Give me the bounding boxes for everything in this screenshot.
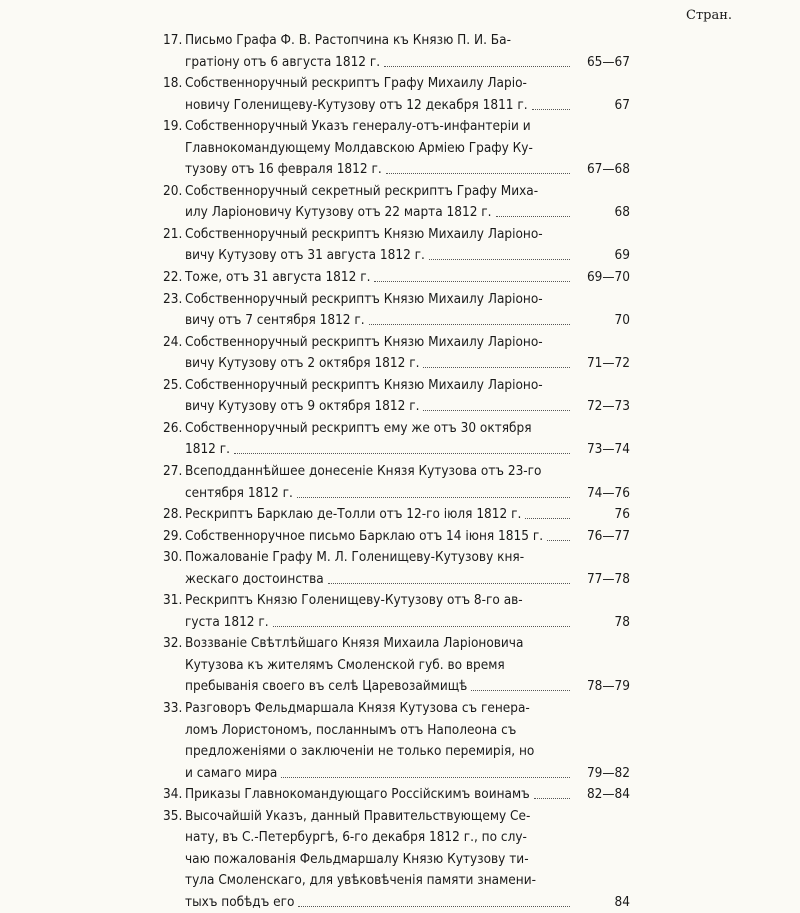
entry-number: 23.: [163, 290, 183, 307]
entry-title-line: вичу Кутузову отъ 31 августа 1812 г.: [185, 247, 425, 264]
entry-number: 20.: [163, 182, 183, 199]
entry-title-line: Кутузова къ жителямъ Смоленской губ. во время: [185, 656, 505, 673]
entry-title-line: Собственноручный рескриптъ Графу Михаилу Ларіо-: [185, 75, 527, 92]
entry-title-line: 1812 г.: [185, 441, 230, 458]
entry-title-line: Собственноручное письмо Барклаю отъ 14 іюня 1815 г.: [185, 527, 544, 544]
page-number: 84: [613, 892, 630, 913]
entry-number: 32.: [163, 635, 183, 652]
entry-title-line: густа 1812 г.: [185, 613, 269, 630]
leader-dots: [281, 763, 570, 784]
page-number: 76—77: [585, 526, 630, 547]
entry-title-line: Всеподданнѣйшее донесеніе Князя Кутузова отъ 23-го: [185, 463, 542, 479]
page-number: 82—84: [585, 784, 630, 805]
entry-number: 24.: [163, 333, 183, 350]
entry-number: 28.: [163, 506, 183, 523]
entry-title-line: и самаго мира: [185, 764, 278, 781]
page-column-header: Стран.: [686, 8, 733, 23]
entry-title-line: Главнокомандующему Молдавскою Арміею Графу Ку-: [185, 139, 533, 156]
entry-title-line: Пожалованіе Графу М. Л. Голенищеву-Кутузову кня-: [185, 549, 525, 566]
leader-dots: [374, 267, 570, 288]
entry-title-line: илу Ларіоновичу Кутузову отъ 22 марта 1812 г.: [185, 204, 492, 221]
entry-title-line: Высочайшій Указъ, данный Правительствующему Се-: [185, 807, 531, 824]
entry-number: 29.: [163, 527, 183, 544]
entry-title-line: Собственноручный рескриптъ ему же отъ 30 октября: [185, 419, 532, 436]
entry-title-line: вичу Кутузову отъ 9 октября 1812 г.: [185, 398, 420, 415]
entry-title-line: Письмо Графа Ф. В. Растопчина къ Князю П. И. Ба-: [185, 32, 511, 48]
page-number: 67: [613, 95, 630, 116]
leader-dots: [298, 892, 570, 913]
page-number: 78: [613, 612, 630, 633]
entry-title-line: вичу Кутузову отъ 2 октября 1812 г.: [185, 355, 420, 372]
entry-title-line: пребыванія своего въ селѣ Царевозаймищѣ: [185, 678, 468, 695]
entry-title-line: Рескриптъ Барклаю де-Толли отъ 12-го іюля 1812 г.: [185, 506, 522, 523]
entry-title-line: Приказы Главнокомандующаго Россійскимъ воинамъ: [185, 786, 530, 803]
page-number: 67—68: [585, 159, 630, 180]
entry-number: 35.: [163, 807, 183, 824]
entry-title-line: тузову отъ 16 февраля 1812 г.: [185, 161, 382, 178]
leader-dots: [328, 569, 570, 590]
leader-dots: [525, 504, 570, 525]
entry-number: 31.: [163, 592, 183, 609]
page-number: 77—78: [585, 569, 630, 590]
page-number: 68: [613, 202, 630, 223]
leader-dots: [534, 784, 570, 805]
page-number: 71—72: [585, 353, 630, 374]
page-number: 73—74: [585, 439, 630, 460]
leader-dots: [429, 245, 570, 266]
entry-title-line: Рескриптъ Князю Голенищеву-Кутузову отъ 8-го ав-: [185, 592, 523, 609]
entry-title-line: Собственноручный рескриптъ Князю Михаилу Ларіоно-: [185, 376, 543, 393]
page-number: 72—73: [585, 396, 630, 417]
entry-title-line: Собственноручный Указъ генералу-отъ-инфантеріи и: [185, 118, 531, 135]
page-number: 69: [613, 245, 630, 266]
entry-title-line: ломъ Лористономъ, посланнымъ отъ Наполеона съ: [185, 721, 517, 738]
leader-dots: [384, 52, 570, 73]
entry-title-line: нату, въ С.-Петербургѣ, 6-го декабря 1812 г., по слу-: [185, 829, 527, 846]
leader-dots: [297, 483, 570, 504]
entry-number: 21.: [163, 225, 183, 242]
entry-title-line: Тоже, отъ 31 августа 1812 г.: [185, 269, 371, 286]
entry-title-line: Собственноручный рескриптъ Князю Михаилу Ларіоно-: [185, 225, 543, 242]
entry-number: 19.: [163, 118, 183, 135]
leader-dots: [547, 526, 570, 547]
page-number: 79—82: [585, 763, 630, 784]
entry-number: 34.: [163, 786, 183, 803]
entry-title-line: Собственноручный секретный рескриптъ Графу Миха-: [185, 182, 539, 199]
entry-title-line: Разговоръ Фельдмаршала Князя Кутузова съ генера-: [185, 700, 530, 717]
leader-dots: [423, 353, 570, 374]
page-number: 78—79: [585, 676, 630, 697]
entry-number: 27.: [163, 463, 183, 479]
entry-number: 25.: [163, 376, 183, 393]
page-number: 70: [613, 310, 630, 331]
leader-dots: [234, 439, 570, 460]
leader-dots: [471, 676, 570, 697]
leader-dots: [386, 159, 570, 180]
entry-title-line: Собственноручный рескриптъ Князю Михаилу Ларіоно-: [185, 290, 543, 307]
entry-title-line: новичу Голенищеву-Кутузову отъ 12 декабря 1811 г.: [185, 96, 528, 113]
page-number: 74—76: [585, 483, 630, 504]
entry-number: 18.: [163, 75, 183, 92]
entry-title-line: сентября 1812 г.: [185, 484, 293, 501]
page-number: 69—70: [585, 267, 630, 288]
entry-title-line: чаю пожалованія Фельдмаршалу Князю Кутузову ти-: [185, 850, 529, 867]
leader-dots: [532, 95, 570, 116]
entry-title-line: гратіону отъ 6 августа 1812 г.: [185, 53, 381, 70]
leader-dots: [423, 396, 570, 417]
entry-title-line: тула Смоленскаго, для увѣковѣченія памяти знамени-: [185, 872, 536, 889]
leader-dots: [496, 202, 570, 223]
page-number: 65—67: [585, 52, 630, 73]
entry-title-line: Собственноручный рескриптъ Князю Михаилу Ларіоно-: [185, 333, 543, 350]
entry-number: 26.: [163, 419, 183, 436]
entry-title-line: жескаго достоинства: [185, 570, 324, 587]
entry-number: 17.: [163, 32, 183, 48]
entry-number: 30.: [163, 549, 183, 566]
page-number: 76: [613, 504, 630, 525]
entry-title-line: вичу отъ 7 сентября 1812 г.: [185, 312, 365, 329]
leader-dots: [369, 310, 570, 331]
leader-dots: [273, 612, 570, 633]
entry-title-line: предложеніями о заключеніи не только перемирія, но: [185, 743, 535, 760]
entry-title-line: тыхъ побѣдъ его: [185, 893, 295, 910]
entry-title-line: Воззваніе Свѣтлѣйшаго Князя Михаила Ларіоновича: [185, 635, 524, 652]
entry-number: 22.: [163, 269, 183, 286]
entry-number: 33.: [163, 700, 183, 717]
